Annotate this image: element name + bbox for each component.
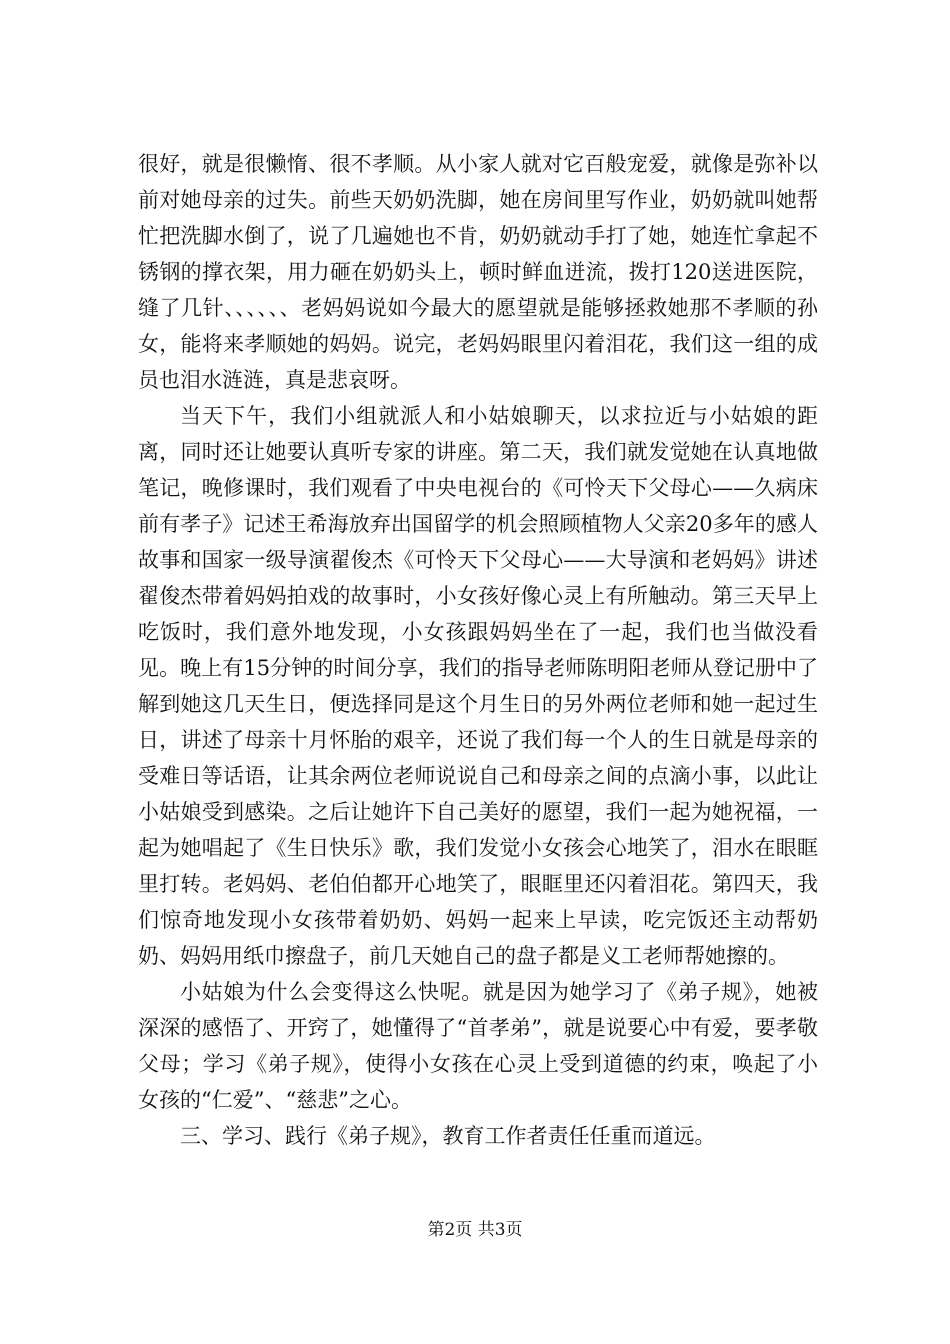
page-number-footer: 第2页 共3页 bbox=[427, 1220, 523, 1240]
paragraph: 当天下午，我们小组就派人和小姑娘聊天，以求拉近与小姑娘的距离，同时还让她要认真听专家的讲座。第二天，我们就发觉她在认真地做笔记，晚修课时，我们观看了中央电视台的《可怜天下父母心——久病床前有孝子》记述王希海放弃出国留学的机会照顾植物人父亲20多年的感人故事和国家一级导演翟俊杰《可怜天下父母心——大导演和老妈妈》讲述翟俊杰带着妈妈拍戏的故事时，小女孩好像心灵上有所触动。第三天早上吃饭时，我们意外地发现，小女孩跟妈妈坐在了一起，我们也当做没看见。晚上有15分钟的时间分享，我们的指导老师陈明阳老师从登记册中了解到她这几天生日，便选择同是这个月生日的另外两位老师和她一起过生日，讲述了母亲十月怀胎的艰辛，还说了我们每一个人的生日就是母亲的受难日等话语，让其余两位老师说说自己和母亲之间的点滴小事，以此让小姑娘受到感染。之后让她许下自己美好的愿望，我们一起为她祝福，一起为她唱起了《生日快乐》歌，我们发觉小女孩会心地笑了，泪水在眼眶里打转。老妈妈、老伯伯都开心地笑了，眼眶里还闪着泪花。第四天，我们惊奇地发现小女孩带着奶奶、妈妈一起来上早读，吃完饭还主动帮奶奶、妈妈用纸巾擦盘子，前几天她自己的盘子都是义工老师帮她擦的。 bbox=[138, 404, 818, 968]
section-heading-paragraph: 三、学习、践行《弟子规》，教育工作者责任任重而道远。 bbox=[180, 1124, 716, 1148]
paragraph: 小姑娘为什么会变得这么快呢。就是因为她学习了《弟子规》，她被深深的感悟了、开窍了，她懂得了“首孝弟”，就是说要心中有爱，要孝敬父母；学习《弟子规》，使得小女孩在心灵上受到道德的约束，唤起了小女孩的“仁爱”、“慈悲”之心。 bbox=[138, 980, 818, 1112]
document-body bbox=[138, 146, 818, 1154]
paragraph-continued: 很好，就是很懒惰、很不孝顺。从小家人就对它百般宠爱，就像是弥补以前对她母亲的过失。前些天奶奶洗脚，她在房间里写作业，奶奶就叫她帮忙把洗脚水倒了，说了几遍她也不肯，奶奶就动手打了她，她连忙拿起不锈钢的撑衣架，用力砸在奶奶头上，顿时鲜血迸流，拨打120送进医院，缝了几针、、、、、、老妈妈说如今最大的愿望就是能够拯救她那不孝顺的孙女，能将来孝顺她的妈妈。说完，老妈妈眼里闪着泪花，我们这一组的成员也泪水涟涟，真是悲哀呀。 bbox=[138, 152, 818, 392]
